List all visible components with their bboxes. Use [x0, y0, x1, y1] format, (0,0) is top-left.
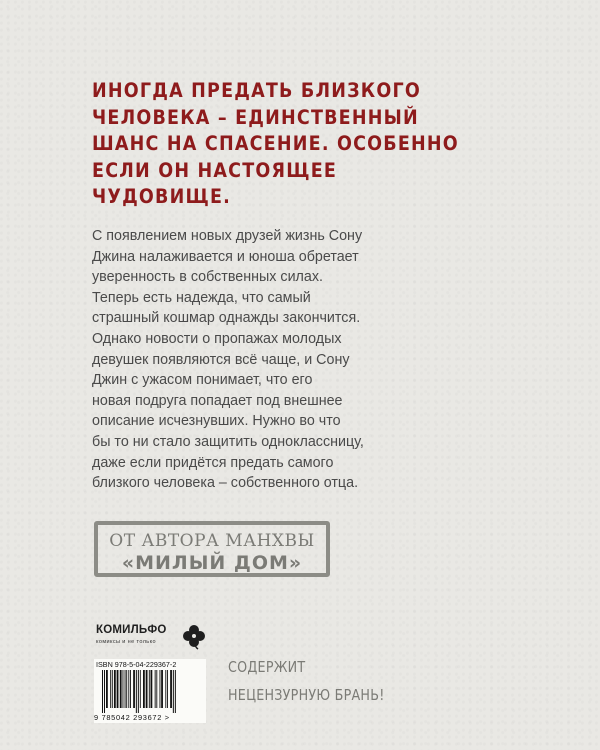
slogan-line: ЕСЛИ ОН НАСТОЯЩЕЕ — [92, 158, 338, 182]
barcode-bar — [156, 670, 157, 708]
barcode-bar — [165, 670, 166, 708]
description-line: Джин с ужасом понимает, что его — [92, 372, 313, 389]
barcode-bar — [130, 670, 131, 708]
barcode-bars — [100, 670, 200, 713]
barcode-bar — [125, 670, 126, 708]
profanity-warning — [228, 653, 385, 709]
author-badge-line1: ОТ АВТОРА МАНХВЫ — [109, 531, 315, 551]
barcode-bar — [110, 670, 111, 708]
barcode-guard-bar — [138, 670, 139, 713]
barcode-bar — [128, 670, 129, 708]
description-line: описание исчезнувших. Нужно во что — [92, 413, 341, 430]
publisher-name: КОМИЛЬФО — [96, 624, 167, 636]
author-badge-line2: «МИЛЫЙ ДОМ» — [121, 552, 303, 574]
warning-line: СОДЕРЖИТ — [228, 658, 306, 676]
barcode — [94, 659, 206, 723]
barcode-bar — [146, 670, 148, 708]
slogan-line: ШАНС НА СПАСЕНИЕ. ОСОБЕННО — [92, 132, 459, 155]
description-line: Однако новости о пропажах молодых — [92, 330, 342, 347]
description-line: С появлением новых друзей жизнь Сону — [92, 228, 363, 244]
barcode-bar — [112, 670, 113, 708]
barcode-bar — [120, 670, 122, 708]
warning-line: НЕЦЕНЗУРНУЮ БРАНЬ! — [228, 686, 385, 704]
clover-logo-icon — [180, 622, 208, 650]
description — [92, 226, 392, 494]
description-line: девушек появляются всё чаще, и Сону — [92, 351, 350, 368]
slogan-line: ЧУДОВИЩЕ. — [92, 185, 232, 208]
barcode-bar — [161, 670, 163, 708]
description-line: Теперь есть надежда, что самый — [92, 289, 311, 306]
description-line: новая подруга попадает под внешнее — [92, 392, 343, 409]
publisher-logo — [96, 622, 216, 652]
barcode-guard-bar — [102, 670, 103, 713]
slogan — [92, 78, 512, 211]
barcode-guard-bar — [175, 670, 176, 713]
barcode-bar — [167, 670, 168, 708]
barcode-bar — [133, 670, 135, 708]
slogan-line: ЧЕЛОВЕКА – ЕДИНСТВЕННЫЙ — [92, 105, 419, 129]
description-line: близкого человека – собственного отца. — [92, 475, 359, 492]
barcode-bar — [117, 670, 119, 708]
barcode-number: 9 785042 293672 > — [94, 713, 170, 722]
barcode-bar — [155, 670, 156, 708]
barcode-bar — [170, 670, 172, 708]
barcode-bar — [106, 670, 108, 708]
publisher-tagline: комиксы и не только — [96, 639, 156, 645]
barcode-bar — [151, 670, 153, 708]
barcode-guard-bar — [104, 670, 105, 713]
description-line: бы то ни стало защитить одноклассницу, — [92, 433, 364, 450]
barcode-bar — [114, 670, 116, 708]
barcode-bar — [126, 670, 127, 708]
barcode-bar — [143, 670, 145, 708]
description-line: даже если придётся предать самого — [92, 454, 334, 471]
description-line: Джина налаживается и юноша обретает — [92, 248, 359, 265]
isbn-label: ISBN 978-5-04-229367-2 — [96, 660, 177, 669]
barcode-guard-bar — [136, 670, 137, 713]
barcode-guard-bar — [173, 670, 174, 713]
barcode-bar — [140, 670, 141, 708]
author-badge — [94, 521, 330, 577]
barcode-bar — [160, 670, 161, 708]
slogan-line: ИНОГДА ПРЕДАТЬ БЛИЗКОГО — [92, 79, 421, 102]
description-line: страшный кошмар однажды закончится. — [92, 310, 361, 327]
description-line: уверенность в собственных силах. — [92, 269, 323, 286]
barcode-bar — [149, 670, 150, 708]
barcode-bar — [123, 670, 124, 708]
